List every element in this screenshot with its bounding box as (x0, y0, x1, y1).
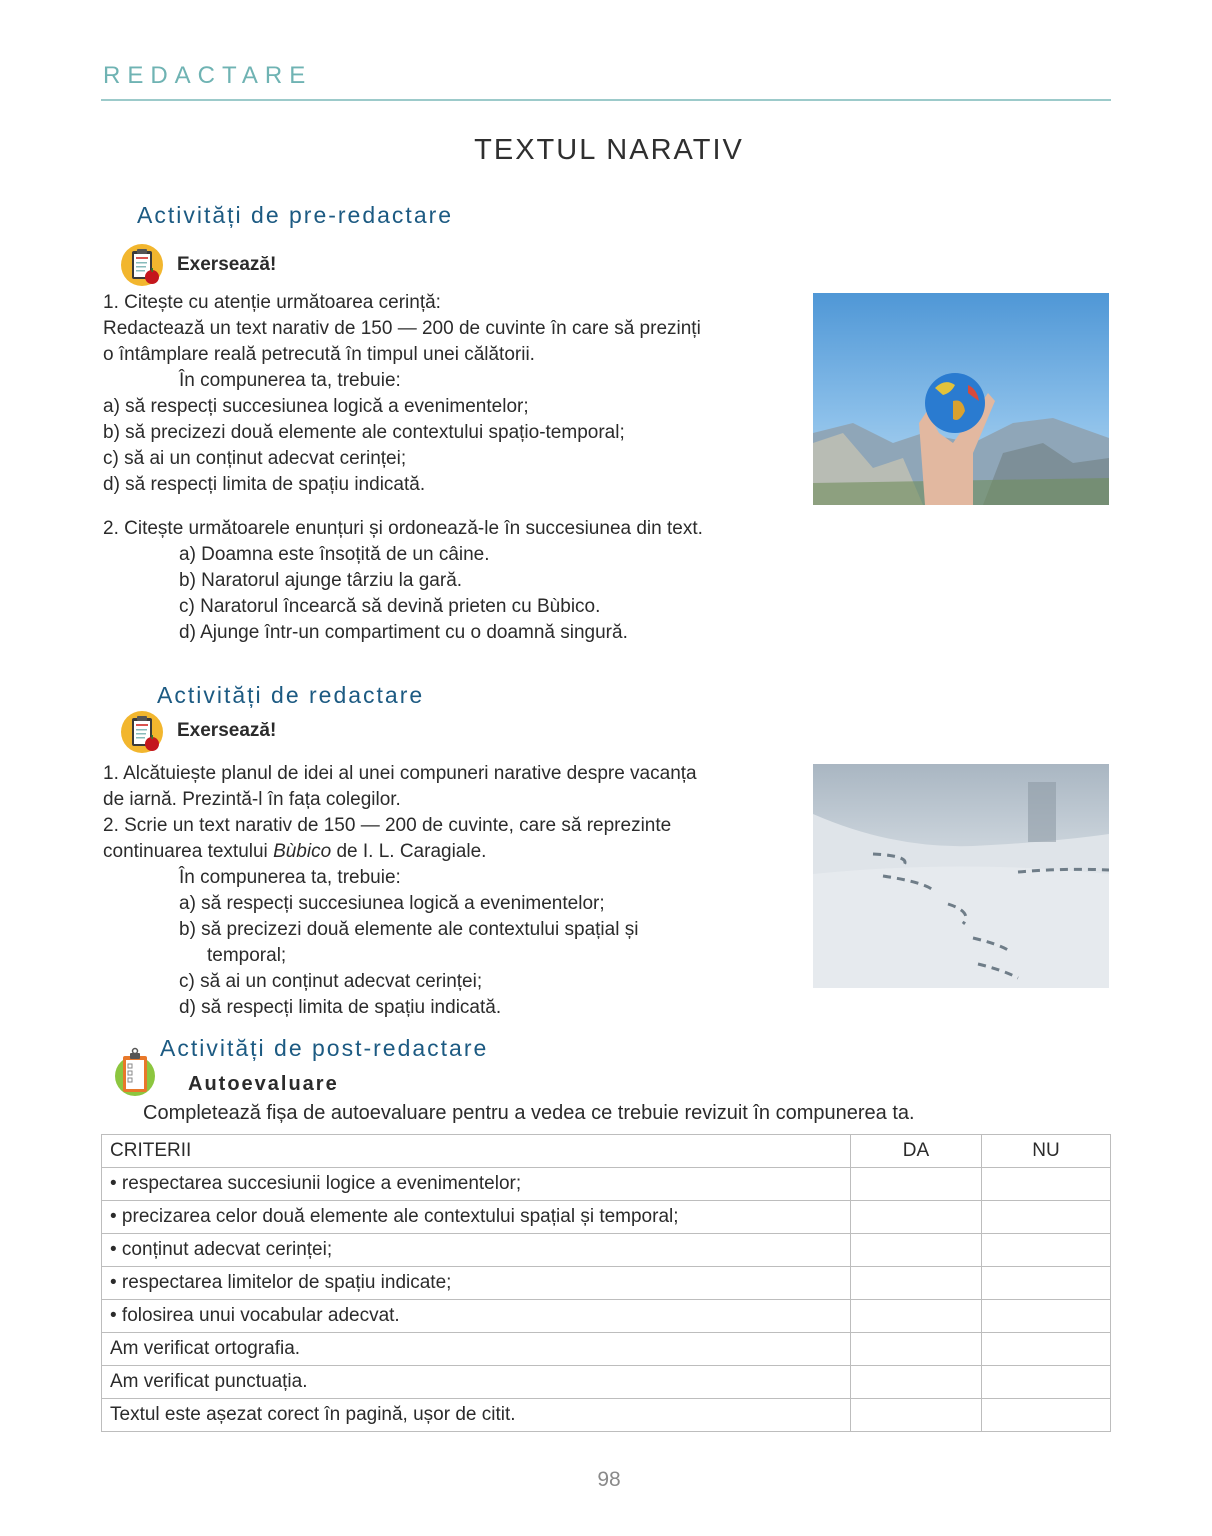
clipboard-checklist-icon (112, 1046, 158, 1098)
footprints-in-snow-photo (813, 764, 1109, 988)
exerseaza-label: Exersează! (177, 254, 277, 275)
table-row (102, 1201, 1111, 1234)
text-span: continuarea textului (103, 841, 274, 862)
exercise-2 (103, 516, 703, 646)
exercise-2-prompt: 2. Citește următoarele enunțuri și ordonează-le în succesiunea din text. (103, 518, 703, 539)
da-checkbox-cell[interactable] (851, 1234, 982, 1267)
header-divider (101, 99, 1111, 101)
da-checkbox-cell[interactable] (851, 1300, 982, 1333)
table-row (102, 1366, 1111, 1399)
criterion-cell: Textul este așezat corect în pagină, ușor de citit. (102, 1399, 851, 1432)
self-evaluation-table (101, 1134, 1111, 1432)
text-line: 1. Alcătuiește planul de idei al unei compuneri narative despre vacanța (103, 763, 697, 784)
table-row (102, 1300, 1111, 1333)
table-row (102, 1234, 1111, 1267)
da-checkbox-cell[interactable] (851, 1168, 982, 1201)
header-da: DA (851, 1135, 982, 1168)
text-line: Redactează un text narativ de 150 — 200 de cuvinte în care să prezinți (103, 318, 701, 339)
table-header-row (102, 1135, 1111, 1168)
list-item: c) Naratorul încearcă să devină prieten cu Bùbico. (179, 596, 601, 617)
da-checkbox-cell[interactable] (851, 1399, 982, 1432)
criterion-cell: • folosirea unui vocabular adecvat. (102, 1300, 851, 1333)
nu-checkbox-cell[interactable] (982, 1234, 1111, 1267)
book-title: Bùbico (273, 841, 332, 862)
da-checkbox-cell[interactable] (851, 1201, 982, 1234)
da-checkbox-cell[interactable] (851, 1267, 982, 1300)
autoevaluare-instruction: Completează fișa de autoevaluare pentru a vedea ce trebuie revizuit în compunerea ta. (143, 1102, 915, 1124)
heading-pre-redactare: Activități de pre-redactare (137, 202, 454, 228)
nu-checkbox-cell[interactable] (982, 1366, 1111, 1399)
nu-checkbox-cell[interactable] (982, 1300, 1111, 1333)
table-row (102, 1267, 1111, 1300)
nu-checkbox-cell[interactable] (982, 1333, 1111, 1366)
text-line: În compunerea ta, trebuie: (179, 370, 401, 391)
text-line: d) să respecți limita de spațiu indicată. (179, 997, 502, 1018)
table-row (102, 1168, 1111, 1201)
nu-checkbox-cell[interactable] (982, 1168, 1111, 1201)
header-criterii: CRITERII (102, 1135, 851, 1168)
text-line: 2. Scrie un text narativ de 150 — 200 de cuvinte, care să reprezinte (103, 815, 672, 836)
text-line: În compunerea ta, trebuie: (179, 867, 401, 888)
criterion-cell: • respectarea limitelor de spațiu indicate; (102, 1267, 851, 1300)
list-item: a) Doamna este însoțită de un câine. (179, 544, 490, 565)
criterion-cell: Am verificat ortografia. (102, 1333, 851, 1366)
redactare-exercises (103, 761, 697, 1021)
criterion-cell: • respectarea succesiunii logice a evenimentelor; (102, 1168, 851, 1201)
exerseaza-label: Exersează! (177, 720, 277, 741)
text-span: de I. L. Caragiale. (331, 841, 487, 862)
text-line: b) să precizezi două elemente ale contextului spațial și (179, 919, 639, 940)
text-line: temporal; (207, 945, 287, 966)
exercise-1-text (103, 290, 701, 498)
nu-checkbox-cell[interactable] (982, 1267, 1111, 1300)
criterion-cell: • precizarea celor două elemente ale contextului spațial și temporal; (102, 1201, 851, 1234)
heading-post-redactare: Activități de post-redactare (160, 1035, 489, 1061)
text-line: a) să respecți succesiunea logică a evenimentelor; (103, 396, 529, 417)
hand-holding-globe-photo (813, 293, 1109, 505)
page-number: 98 (597, 1468, 621, 1491)
section-label: REDACTARE (103, 62, 313, 89)
da-checkbox-cell[interactable] (851, 1366, 982, 1399)
text-line (103, 839, 697, 865)
criterion-cell: • conținut adecvat cerinței; (102, 1234, 851, 1267)
text-line: o întâmplare reală petrecută în timpul unei călătorii. (103, 344, 535, 365)
text-line: b) să precizezi două elemente ale contextului spațio-temporal; (103, 422, 625, 443)
heading-redactare: Activități de redactare (157, 682, 425, 708)
list-item: d) Ajunge într-un compartiment cu o doamnă singură. (179, 622, 628, 643)
header-nu: NU (982, 1135, 1111, 1168)
text-line: d) să respecți limita de spațiu indicată. (103, 474, 426, 495)
table-row (102, 1333, 1111, 1366)
autoevaluare-subheading: Autoevaluare (188, 1073, 339, 1095)
list-item: b) Naratorul ajunge târziu la gară. (179, 570, 463, 591)
nu-checkbox-cell[interactable] (982, 1201, 1111, 1234)
criterion-cell: Am verificat punctuația. (102, 1366, 851, 1399)
text-line: a) să respecți succesiunea logică a evenimentelor; (179, 893, 605, 914)
text-line: 1. Citește cu atenție următoarea cerință: (103, 292, 441, 313)
text-line: c) să ai un conținut adecvat cerinței; (179, 971, 483, 992)
nu-checkbox-cell[interactable] (982, 1399, 1111, 1432)
da-checkbox-cell[interactable] (851, 1333, 982, 1366)
page-title: TEXTUL NARATIV (474, 134, 744, 166)
text-line: de iarnă. Prezintă-l în fața colegilor. (103, 789, 401, 810)
clipboard-apple-icon (120, 243, 164, 287)
table-row (102, 1399, 1111, 1432)
clipboard-apple-icon (120, 710, 164, 754)
text-line: c) să ai un conținut adecvat cerinței; (103, 448, 407, 469)
